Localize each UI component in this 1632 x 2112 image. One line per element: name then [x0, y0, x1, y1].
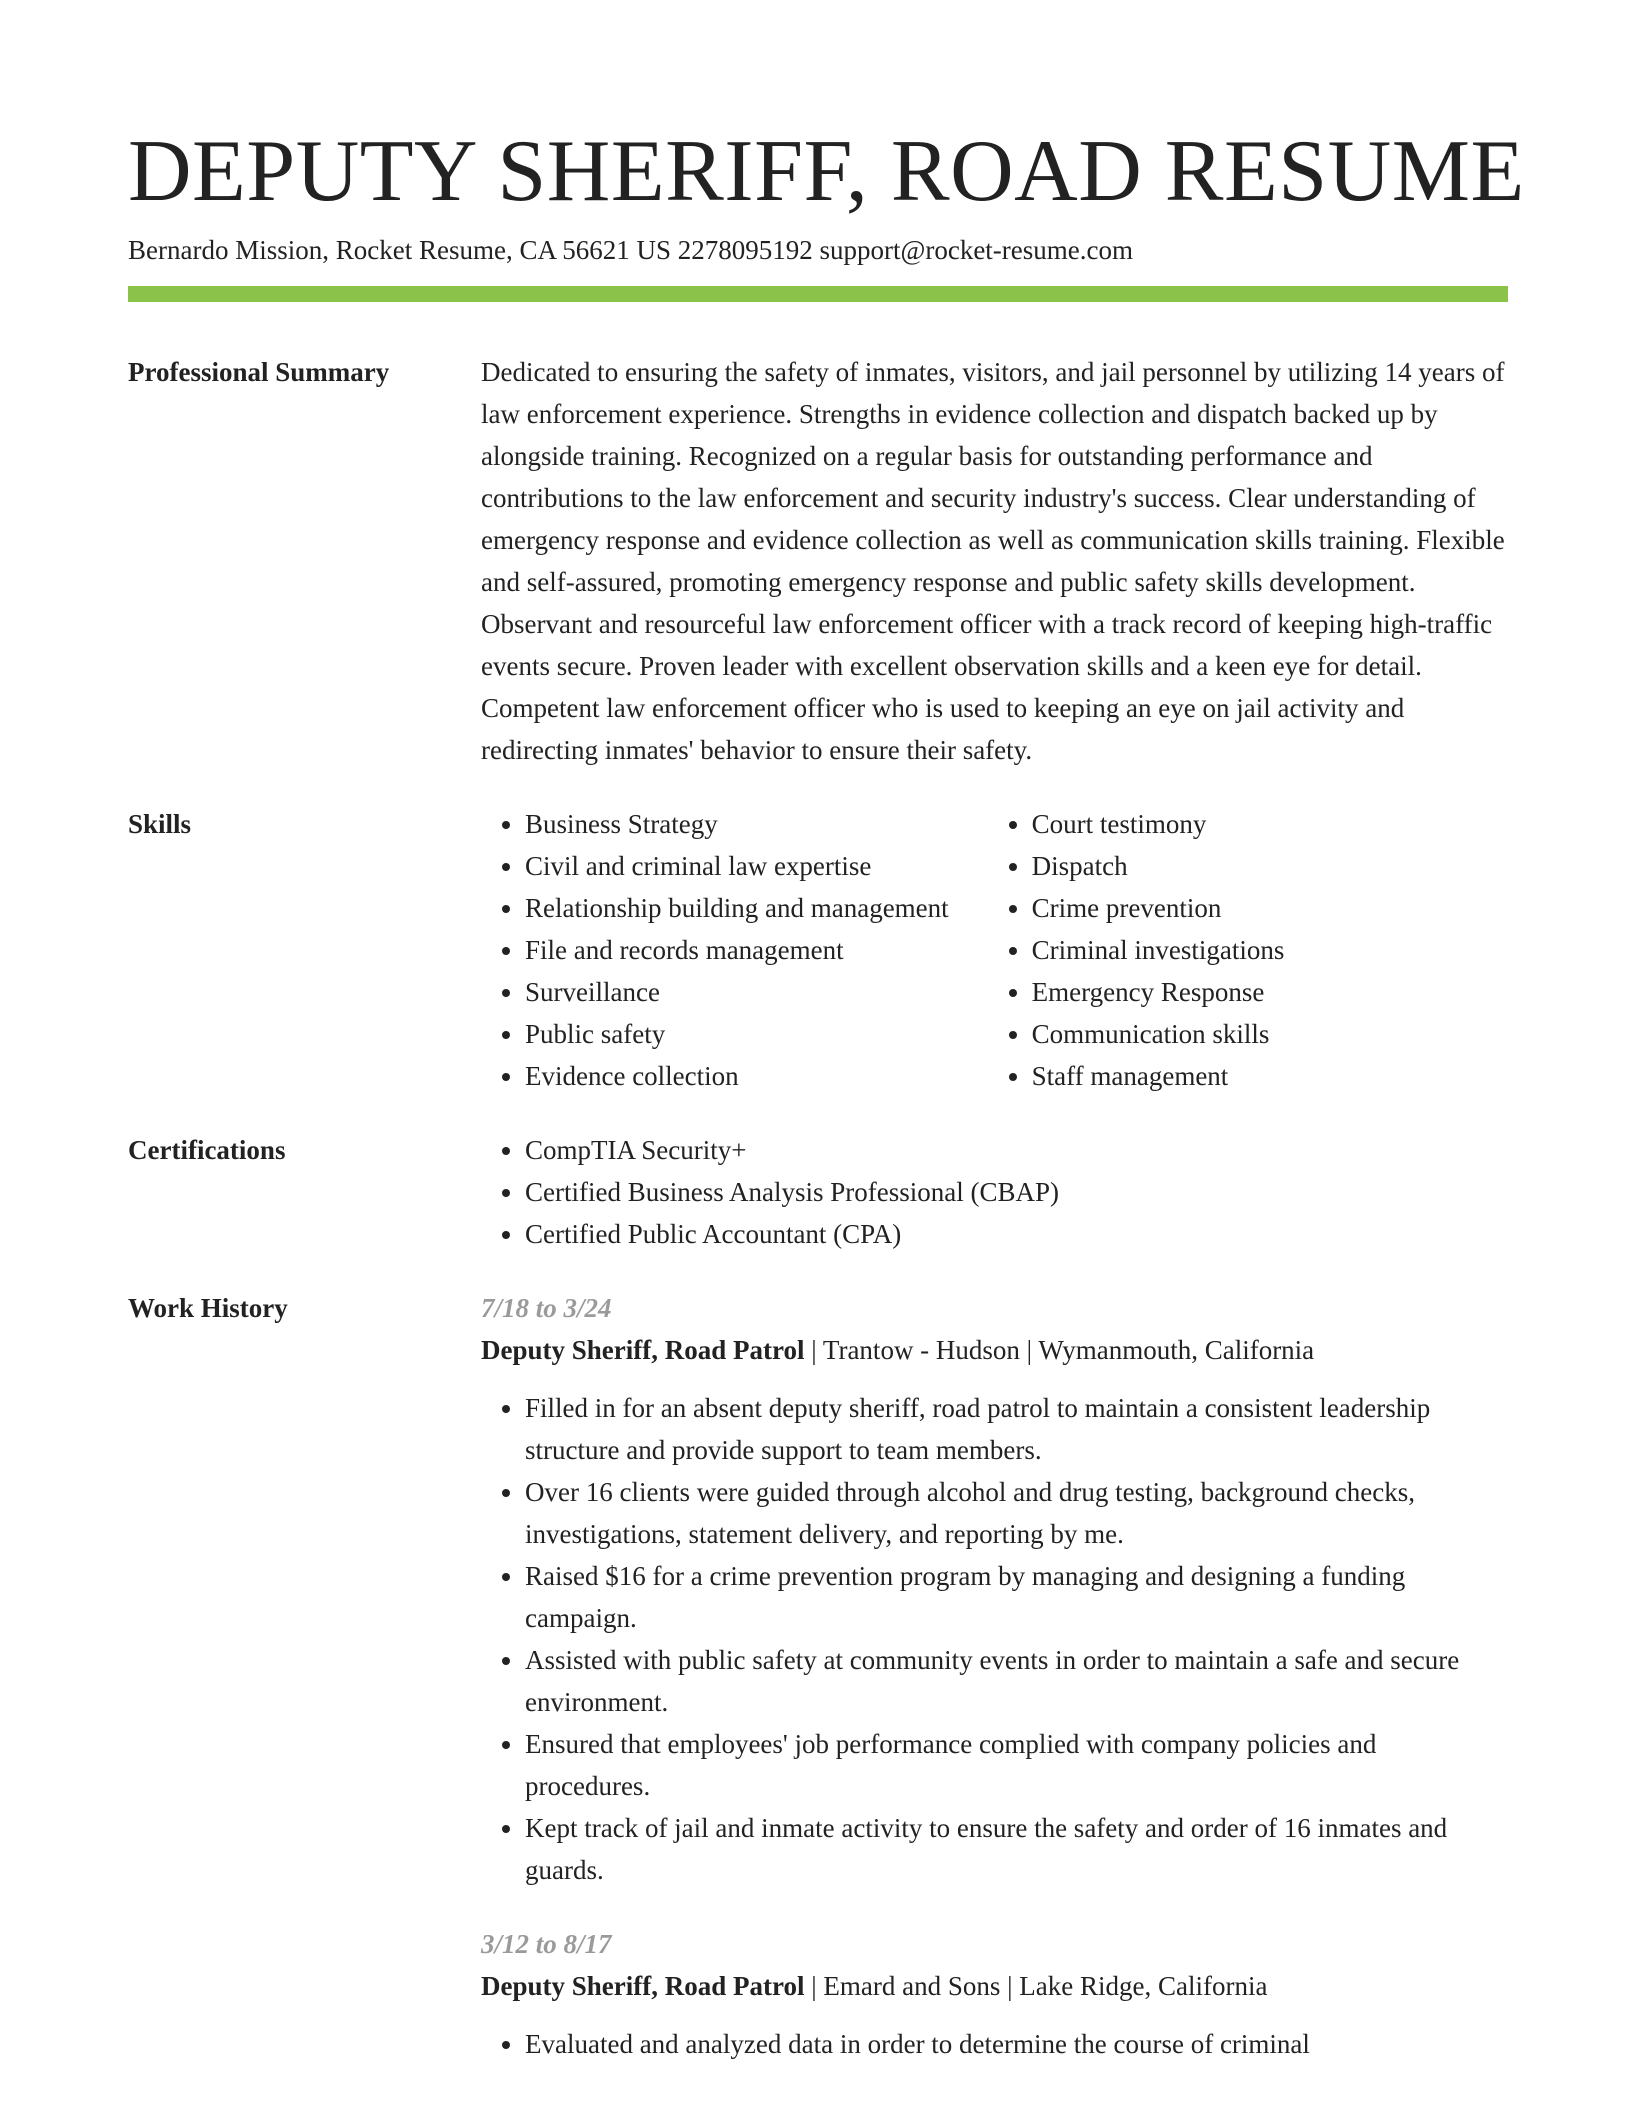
skill-item: • Relationship building and management	[525, 887, 988, 929]
skill-item: • File and records management	[525, 929, 988, 971]
section-heading-work-history: Work History	[128, 1293, 288, 1323]
job-company-location: | Trantow - Hudson | Wymanmouth, California	[804, 1335, 1315, 1365]
certification-item: • Certified Public Accountant (CPA)	[525, 1213, 1508, 1255]
skill-item: • Emergency Response	[1032, 971, 1508, 1013]
skill-item: • Public safety	[525, 1013, 988, 1055]
skills-column-1	[481, 803, 988, 1097]
contact-line: Bernardo Mission, Rocket Resume, CA 56621 US 2278095192 support@rocket-resume.com	[128, 235, 1133, 265]
section-heading-skills: Skills	[128, 809, 192, 839]
certification-item: • CompTIA Security+	[525, 1129, 1508, 1171]
skill-item: • Evidence collection	[525, 1055, 988, 1097]
job-bullet: • Kept track of jail and inmate activity to ensure the safety and order of 16 inmates and guards.	[525, 1807, 1508, 1891]
skill-item: • Business Strategy	[525, 803, 988, 845]
job-bullet: • Filled in for an absent deputy sheriff, road patrol to maintain a consistent leadership structure and provide support to team members.	[525, 1387, 1508, 1471]
summary-text: Dedicated to ensuring the safety of inmates, visitors, and jail personnel by utilizing 14 years of law enforcement experience. Strengths in evidence collection and dispatch backed up by alongside training. Recognized on a regular basis for outstanding performance and contributions to the law enforcement and security industry's success. Clear understanding of emergency response and evidence collection as well as communication skills training. Flexible and self-assured, promoting emergency response and public safety skills development. Observant and resourceful law enforcement officer with a track record of keeping high-traffic events secure. Proven leader with excellent observation skills and a keen eye for detail. Competent law enforcement officer who is used to keeping an eye on jail activity and redirecting inmates' behavior to ensure their safety.	[481, 357, 1505, 765]
skill-item: • Criminal investigations	[1032, 929, 1508, 971]
job-title-line	[481, 1965, 1508, 2007]
job-bullets	[481, 2023, 1508, 2065]
summary-section	[128, 351, 1508, 771]
job-bullet: • Over 16 clients were guided through alcohol and drug testing, background checks, investigations, statement delivery, and reporting by me.	[525, 1471, 1508, 1555]
job-entry	[481, 1287, 1508, 1891]
skill-item: • Staff management	[1032, 1055, 1508, 1097]
skill-item: • Communication skills	[1032, 1013, 1508, 1055]
job-dates: 7/18 to 3/24	[481, 1293, 612, 1323]
certifications-section	[128, 1129, 1508, 1255]
job-company-location: | Emard and Sons | Lake Ridge, California	[804, 1971, 1268, 2001]
resume-sections	[128, 351, 1508, 2065]
certifications-list	[481, 1129, 1508, 1255]
job-dates: 3/12 to 8/17	[481, 1929, 612, 1959]
job-bullet: • Raised $16 for a crime prevention program by managing and designing a funding campaign.	[525, 1555, 1508, 1639]
job-title: Deputy Sheriff, Road Patrol	[481, 1335, 805, 1365]
skill-item: • Crime prevention	[1032, 887, 1508, 929]
certification-item: • Certified Business Analysis Professional (CBAP)	[525, 1171, 1508, 1213]
work-history-section	[128, 1287, 1508, 2065]
job-title: Deputy Sheriff, Road Patrol	[481, 1971, 805, 2001]
resume-title: DEPUTY SHERIFF, ROAD RESUME	[128, 123, 1525, 220]
skills-column-2	[988, 803, 1508, 1097]
job-title-line	[481, 1329, 1508, 1371]
job-entry	[481, 1923, 1508, 2065]
skill-item: • Civil and criminal law expertise	[525, 845, 988, 887]
header-divider	[128, 286, 1508, 302]
section-heading-certifications: Certifications	[128, 1135, 286, 1165]
skill-item: • Court testimony	[1032, 803, 1508, 845]
section-heading-summary: Professional Summary	[128, 357, 390, 387]
job-bullet: • Assisted with public safety at community events in order to maintain a safe and secure environment.	[525, 1639, 1508, 1723]
skill-item: • Surveillance	[525, 971, 988, 1013]
skill-item: • Dispatch	[1032, 845, 1508, 887]
job-bullet: • Ensured that employees' job performance complied with company policies and procedures.	[525, 1723, 1508, 1807]
job-bullet: • Evaluated and analyzed data in order to determine the course of criminal	[525, 2023, 1508, 2065]
skills-section	[128, 803, 1508, 1097]
job-bullets	[481, 1387, 1508, 1891]
